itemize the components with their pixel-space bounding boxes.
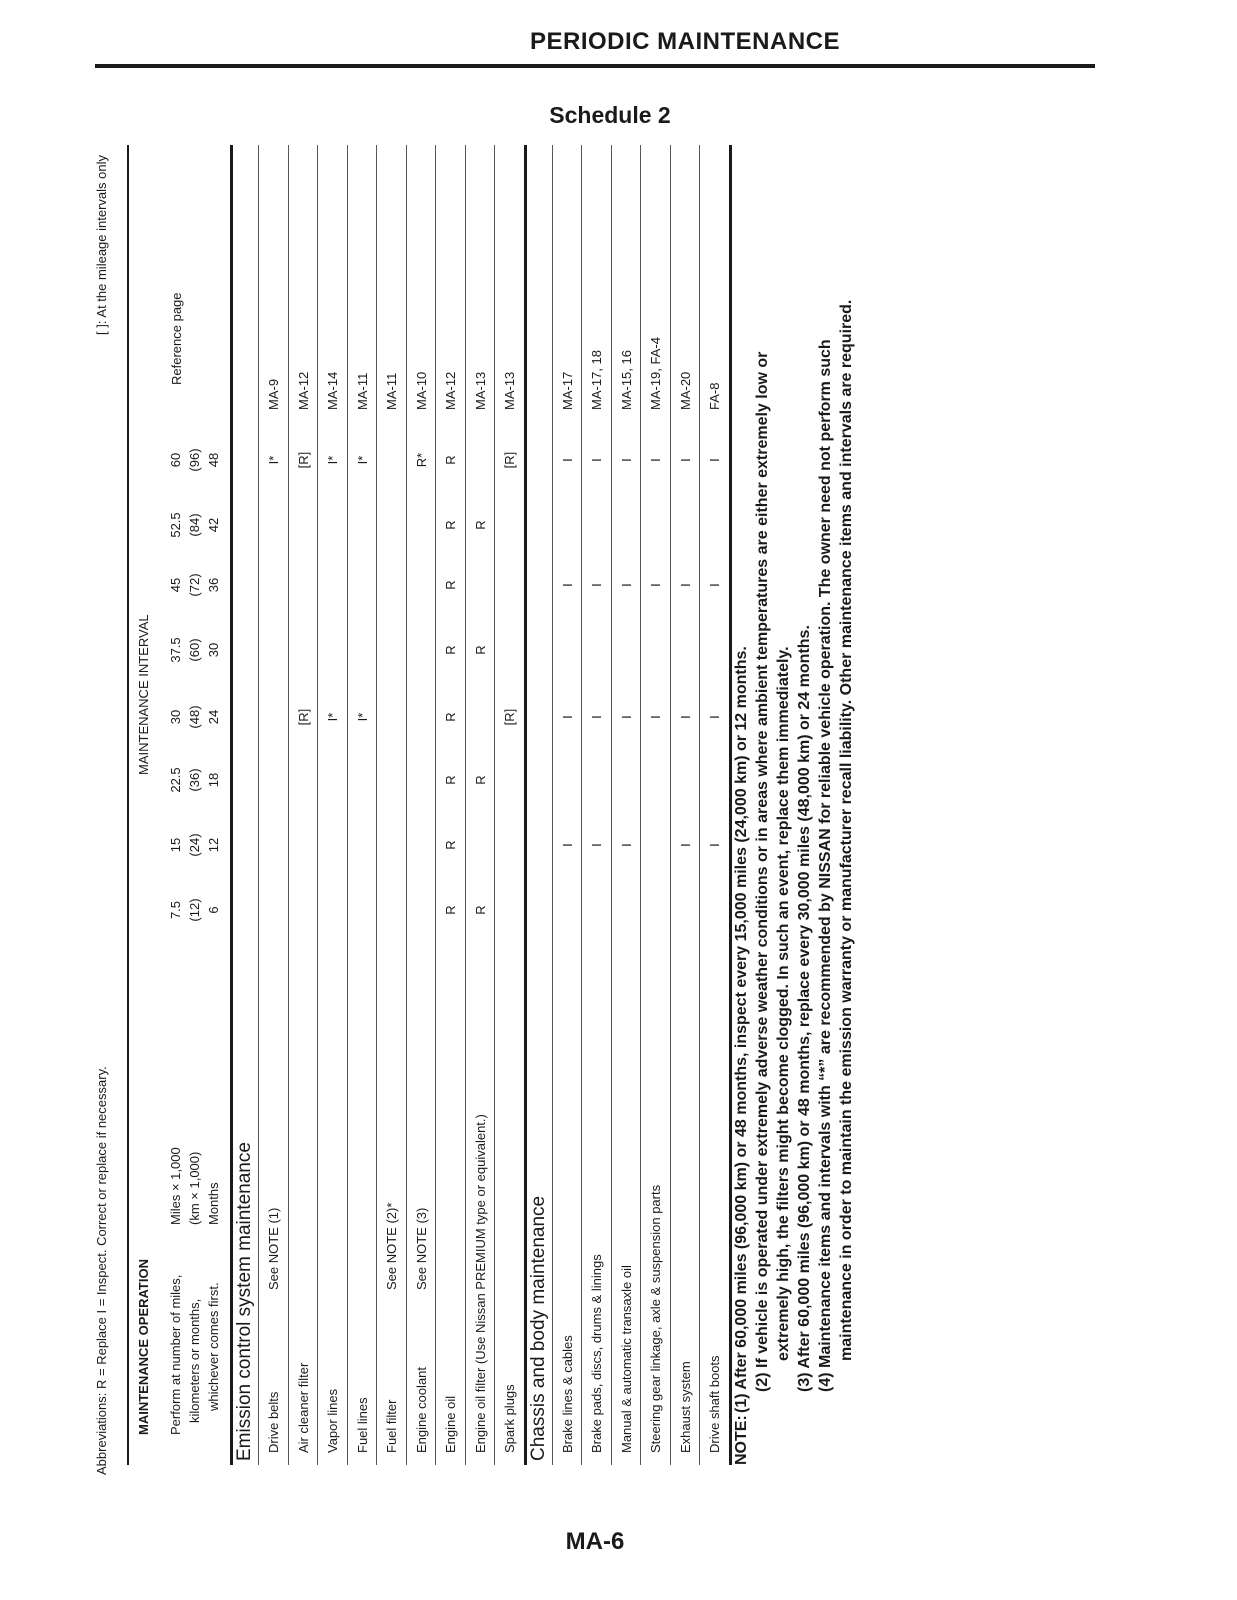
row-label: Engine oil	[443, 1395, 458, 1453]
reference-cell: FA-8	[707, 382, 722, 410]
interval-heading: MAINTENANCE INTERVAL	[136, 614, 151, 775]
abbreviations-line: Abbreviations: R = Replace I = Inspect. Correct or replace if necessary.	[94, 1066, 109, 1475]
interval-cell: R	[443, 840, 458, 850]
interval-cell: R	[443, 712, 458, 722]
perform-line-2: kilometers or months,	[187, 1298, 202, 1423]
row-label: Manual & automatic transaxle oil	[618, 1265, 634, 1453]
note-1: (1) After 60,000 miles (96,000 km) or 48 months, inspect every 15,000 miles (24,000 km) or 12 months.	[733, 646, 750, 1413]
reference-cell: MA-17, 18	[589, 350, 604, 410]
perform-line-3: whichever comes first.	[206, 1282, 221, 1411]
note-2: (2) If vehicle is operated under extremely adverse weather conditions or in areas where ambient temperatures are either extremely low or	[754, 351, 771, 1392]
note-label: NOTE:	[733, 1415, 750, 1465]
interval-km: (84)	[187, 513, 202, 537]
row-label: Air cleaner filter	[295, 1362, 311, 1453]
interval-cell: I	[559, 843, 575, 847]
interval-cell: I	[648, 458, 663, 462]
interval-cell: R	[443, 520, 458, 530]
interval-cell: I	[648, 583, 663, 587]
row-rule	[670, 145, 671, 1465]
page-header	[95, 28, 1095, 56]
interval-km: (12)	[187, 898, 202, 922]
note-2-continued: extremely high, the filters might become clogged. In such an event, replace them immediately.	[775, 646, 792, 1361]
interval-cell: I	[589, 458, 604, 462]
rotated-schedule-table	[90, 145, 880, 1475]
note-4: (4) Maintenance items and intervals with “*” are recommended by NISSAN for reliable vehicle operation. The owner need not perform such	[817, 339, 834, 1392]
interval-miles: 22.5	[168, 767, 183, 793]
row-label: Spark plugs	[502, 1384, 517, 1453]
unit-line-km: (km × 1,000)	[187, 1151, 202, 1225]
interval-cell: R	[472, 905, 488, 915]
interval-cell: I	[648, 715, 663, 719]
interval-km: (96)	[187, 448, 202, 472]
reference-cell: MA-12	[443, 371, 458, 410]
reference-cell: MA-12	[295, 371, 311, 410]
row-label: Drive shaft boots	[707, 1355, 722, 1453]
operation-heading: MAINTENANCE OPERATION	[136, 1259, 151, 1435]
interval-cell: I	[559, 583, 575, 587]
row-rule	[611, 145, 612, 1465]
interval-cell: I	[589, 583, 604, 587]
reference-cell: MA-14	[325, 371, 340, 410]
header-rule	[95, 64, 1095, 68]
interval-miles: 30	[168, 709, 183, 725]
interval-months: 42	[206, 517, 221, 533]
interval-cell: I	[677, 458, 693, 462]
row-rule	[435, 145, 436, 1465]
row-label: Brake pads, discs, drums & linings	[589, 1254, 604, 1453]
interval-cell: I	[589, 843, 604, 847]
interval-months: 12	[206, 837, 221, 853]
interval-cell: I*	[266, 455, 281, 465]
interval-cell: R	[443, 580, 458, 590]
reference-cell: MA-13	[472, 371, 488, 410]
interval-cell: I	[677, 715, 693, 719]
interval-cell: R	[443, 455, 458, 465]
interval-months: 36	[206, 577, 221, 593]
interval-cell: I*	[325, 455, 340, 465]
reference-cell: MA-11	[384, 372, 399, 410]
interval-cell: I	[618, 458, 634, 462]
header-title: PERIODIC MAINTENANCE	[529, 28, 840, 55]
interval-km: (60)	[187, 638, 202, 662]
note-3: (3) After 60,000 miles (96,000 km) or 48 months, replace every 30,000 miles (48,000 km) or 24 months.	[796, 625, 813, 1392]
interval-cell: [R]	[295, 451, 311, 469]
interval-months: 30	[206, 642, 221, 658]
page-number: MA-6	[565, 1528, 625, 1555]
interval-cell: R	[443, 645, 458, 655]
interval-cell: [R]	[502, 451, 517, 469]
row-label: Fuel filter	[384, 1399, 399, 1453]
row-label: Vapor lines	[325, 1388, 340, 1453]
interval-miles: 45	[168, 577, 183, 593]
interval-km: (72)	[187, 573, 202, 597]
section-rule	[524, 145, 527, 1465]
interval-miles: 52.5	[168, 512, 183, 538]
row-label: Engine coolant	[413, 1366, 429, 1453]
interval-miles: 37.5	[168, 637, 183, 663]
interval-cell: R*	[413, 452, 429, 468]
row-rule	[406, 145, 407, 1465]
reference-cell: MA-13	[502, 371, 517, 410]
schedule-title: Schedule 2	[549, 102, 671, 128]
interval-months: 24	[206, 709, 221, 725]
row-label: Exhaust system	[677, 1361, 693, 1453]
interval-cell: I	[618, 715, 634, 719]
row-label: Brake lines & cables	[559, 1335, 575, 1453]
reference-cell: MA-17	[559, 371, 575, 410]
interval-months: 48	[206, 452, 221, 468]
reference-heading: Reference page	[169, 292, 184, 385]
reference-cell: MA-11	[354, 372, 370, 410]
interval-km: (24)	[187, 833, 202, 857]
row-note: See NOTE (1)	[266, 1207, 281, 1290]
row-rule	[552, 145, 553, 1465]
reference-cell: MA-10	[413, 371, 429, 410]
interval-cell: R	[443, 905, 458, 915]
section-title: Emission control system maintenance	[234, 1142, 255, 1461]
row-label: Steering gear linkage, axle & suspension parts	[648, 1184, 663, 1453]
interval-cell: I	[589, 715, 604, 719]
interval-miles: 7.5	[168, 900, 183, 920]
interval-cell: I	[618, 843, 634, 847]
interval-cell: I	[559, 458, 575, 462]
row-note: See NOTE (2)*	[384, 1202, 399, 1290]
interval-cell: I	[707, 843, 722, 847]
perform-line-1: Perform at number of miles,	[168, 1274, 183, 1435]
row-label: Drive belts	[266, 1391, 281, 1453]
interval-cell: I*	[354, 455, 370, 465]
interval-cell: [R]	[502, 708, 517, 726]
bracket-note: [ ]: At the mileage intervals only	[94, 155, 109, 335]
interval-cell: I	[559, 715, 575, 719]
interval-cell: [R]	[295, 708, 311, 726]
interval-cell: I	[618, 583, 634, 587]
row-label: Fuel lines	[354, 1397, 370, 1453]
interval-cell: R	[472, 645, 488, 655]
row-rule	[494, 145, 495, 1465]
row-rule	[258, 145, 259, 1465]
reference-cell: MA-15, 16	[618, 350, 634, 410]
unit-line-miles: Miles × 1,000	[168, 1147, 183, 1225]
row-rule	[317, 145, 318, 1465]
row-note: See NOTE (3)	[413, 1207, 429, 1290]
row-rule	[347, 145, 348, 1465]
interval-cell: I	[707, 715, 722, 719]
interval-km: (48)	[187, 705, 202, 729]
note-4-continued: maintenance in order to maintain the emission warranty or manufacturer recall liability. Other maintenance items and intervals are required.	[838, 299, 855, 1361]
interval-months: 18	[206, 772, 221, 788]
section-rule	[230, 145, 233, 1465]
interval-cell: R	[443, 775, 458, 785]
row-label: Engine oil filter (Use Nissan PREMIUM type or equivalent.)	[472, 1114, 488, 1453]
row-rule	[465, 145, 466, 1465]
interval-km: (36)	[187, 768, 202, 792]
interval-cell: R	[472, 520, 488, 530]
row-rule	[581, 145, 582, 1465]
interval-cell: I	[707, 583, 722, 587]
row-rule	[699, 145, 700, 1465]
interval-cell: I*	[354, 712, 370, 722]
unit-line-months: Months	[206, 1182, 221, 1225]
row-rule	[376, 145, 377, 1465]
reference-cell: MA-20	[677, 371, 693, 410]
reference-cell: MA-9	[266, 378, 281, 410]
table-top-rule	[127, 145, 129, 1465]
interval-cell: I*	[325, 712, 340, 722]
interval-months: 6	[206, 906, 221, 914]
reference-cell: MA-19, FA-4	[648, 337, 663, 410]
interval-cell: R	[472, 775, 488, 785]
interval-cell: I	[677, 843, 693, 847]
interval-cell: I	[677, 583, 693, 587]
row-rule	[640, 145, 641, 1465]
interval-cell: I	[707, 458, 722, 462]
interval-miles: 15	[168, 837, 183, 853]
interval-miles: 60	[168, 452, 183, 468]
section-title: Chassis and body maintenance	[527, 1195, 549, 1461]
row-rule	[288, 145, 289, 1465]
